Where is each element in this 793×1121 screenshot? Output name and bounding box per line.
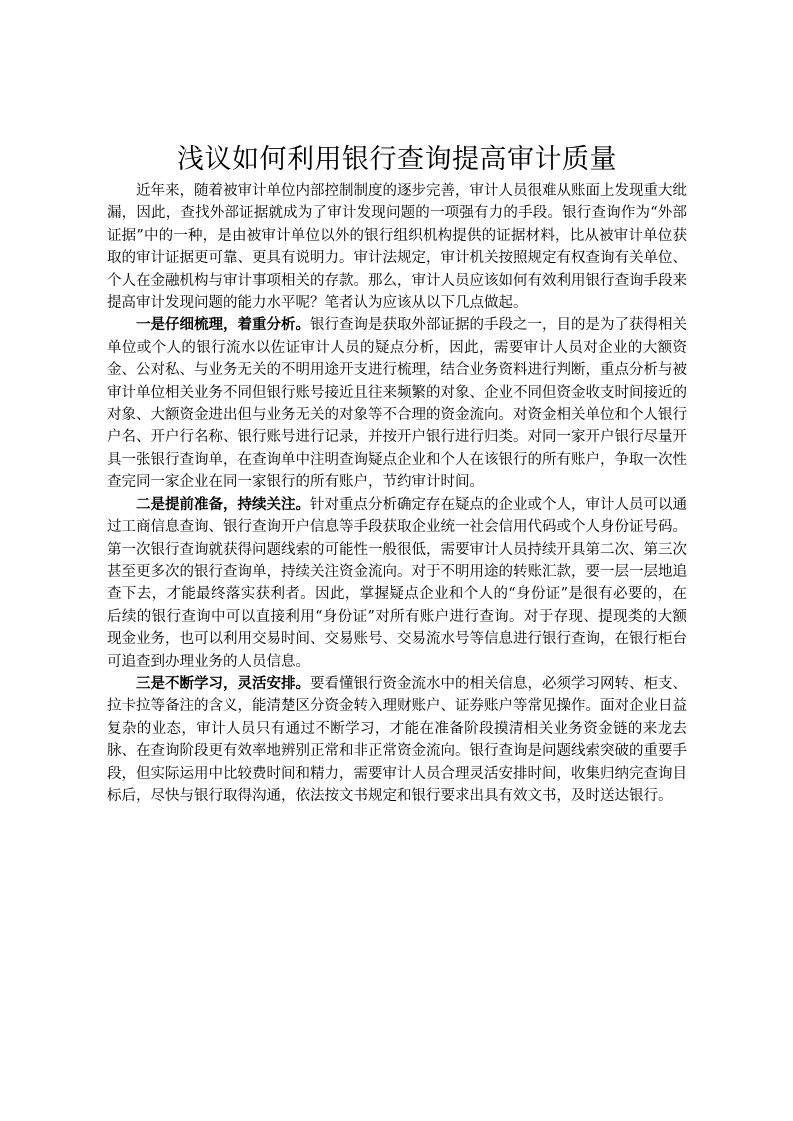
- section-2-paragraph: [107, 494, 687, 673]
- section-2-lead: 二是提前准备，持续关注。: [136, 495, 310, 513]
- section-3-body: 要看懂银行资金流水中的相关信息，必须学习网转、柜支、拉卡拉等备注的含义，能清楚区分资金转入理财账户、证券账户等常见操作。面对企业日益复杂的业态，审计人员只有通过不断学习，才能在准备阶段摸清相关业务资金链的来龙去脉、在查询阶段更有效率地辨别正常和非正常资金流向。银行查询是问题线索突破的重要手段，但实际运用中比较费时间和精力，需要审计人员合理灵活安排时间，收集归纳完查询目标后，尽快与银行取得沟通，依法按文书规定和银行要求出具有效文书，及时送达银行。: [107, 675, 687, 804]
- intro-paragraph: 近年来，随着被审计单位内部控制制度的逐步完善，审计人员很难从账面上发现重大纰漏，因此，查找外部证据就成为了审计发现问题的一项强有力的手段。银行查询作为“外部证据”中的一种，是由被审计单位以外的银行组织机构提供的证据材料，比从被审计单位获取的审计证据更可靠、更具有说明力。审计法规定，审计机关按照规定有权查询有关单位、个人在金融机构与审计事项相关的存款。那么，审计人员应该如何有效利用银行查询手段来提高审计发现问题的能力水平呢？笔者认为应该从以下几点做起。: [107, 183, 687, 312]
- section-1-paragraph: [107, 314, 687, 493]
- document-title: 浅议如何利用银行查询提高审计质量: [177, 144, 617, 175]
- section-3-paragraph: [107, 673, 687, 807]
- section-1-body: 银行查询是获取外部证据的手段之一，目的是为了获得相关单位或个人的银行流水以佐证审计人员的疑点分析，因此，需要审计人员对企业的大额资金、公对私、与业务无关的不明用途开支进行梳理，结合业务资料进行判断，重点分析与被审计单位相关业务不同但银行账号接近且往来频繁的对象、企业不同但资金收支时间接近的对象、大额资金进出但与业务无关的对象等不合理的资金流向。对资金相关单位和个人银行户名、开户行名称、银行账号进行记录，并按开户银行进行归类。对同一家开户银行尽量开具一张银行查询单，在查询单中注明查询疑点企业和个人在该银行的所有账户，争取一次性查完同一家企业在同一家银行的所有账户，节约审计时间。: [107, 317, 687, 491]
- document-page: [107, 140, 687, 807]
- section-1-lead: 一是仔细梳理，着重分析。: [136, 316, 310, 334]
- section-2-body: 针对重点分析确定存在疑点的企业或个人，审计人员可以通过工商信息查询、银行查询开户信息等手段获取企业统一社会信用代码或个人身份证号码。第一次银行查询就获得问题线索的可能性一般很低，需要审计人员持续开具第二次、第三次甚至更多次的银行查询单，持续关注资金流向。对于不明用途的转账汇款，要一层一层地追查下去，才能最终落实获利者。因此，掌握疑点企业和个人的“身份证”是很有必要的，在后续的银行查询中可以直接利用“身份证”对所有账户进行查询。对于存现、提现类的大额现金业务，也可以利用交易时间、交易账号、交易流水号等信息进行银行查询，在银行柜台可追查到办理业务的人员信息。: [107, 496, 687, 670]
- section-3-lead: 三是不断学习，灵活安排。: [136, 674, 310, 692]
